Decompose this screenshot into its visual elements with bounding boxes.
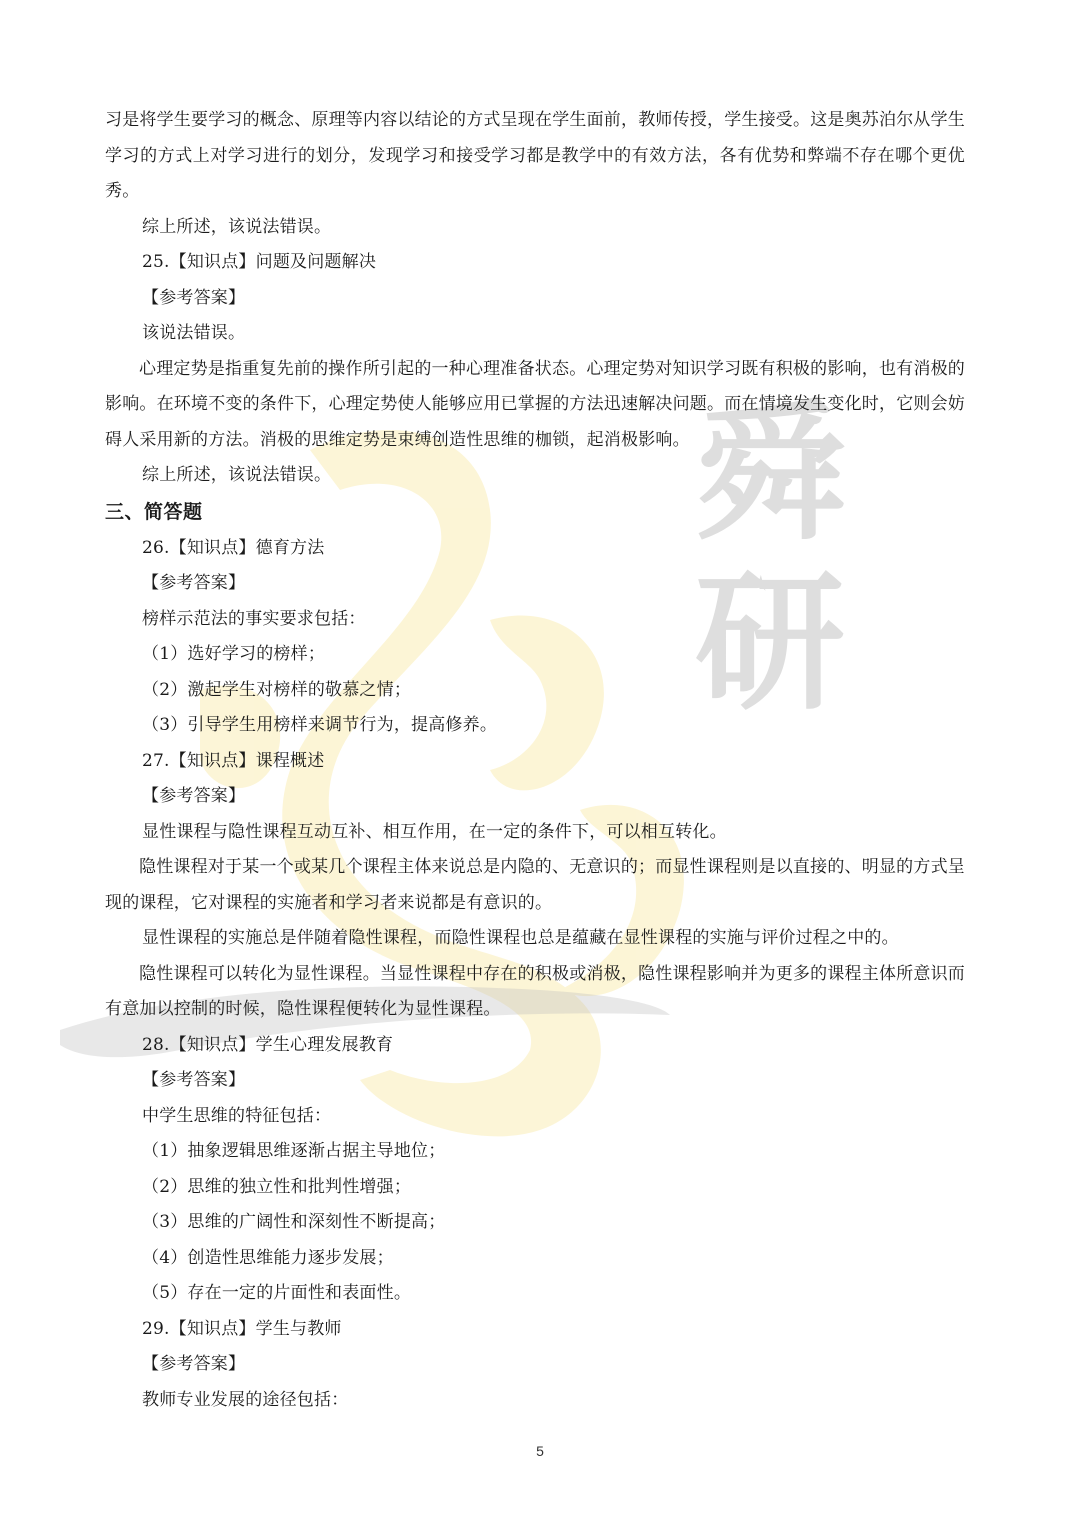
text-line: （4）创造性思维能力逐步发展；	[142, 1247, 394, 1268]
text-line: （2）思维的独立性和批判性增强；	[142, 1176, 412, 1197]
text-line: 显性课程与隐性课程互动互补、相互作用，在一定的条件下，可以相互转化。	[142, 821, 727, 842]
text-line: （1）选好学习的榜样；	[142, 644, 326, 664]
text-line: 28.【知识点】学生心理发展教育	[142, 1034, 394, 1055]
text-line: 榜样示范法的事实要求包括：	[142, 608, 366, 629]
paragraph: 习是将学生要学习的概念、原理等内容以结论的方式呈现在学生面前，教师传授，学生接受。这是奥苏泊尔从学生学习的方式上对学习进行的划分，发现学习和接受学习都是教学中的有效方法，各有优势和弊端不存在哪个更优秀。	[105, 110, 965, 201]
paragraph: 心理定势是指重复先前的操作所引起的一种心理准备状态。心理定势对知识学习既有积极的影响，也有消极的影响。在环境不变的条件下，心理定势使人能够应用已掌握的方法迅速解决问题。而在情境发生变化时，它则会妨碍人采用新的方法。消极的思维定势是束缚创造性思维的枷锁，起消极影响。	[105, 358, 965, 450]
text-line: 【参考答案】	[142, 1070, 246, 1090]
text-line: 【参考答案】	[142, 573, 246, 593]
text-line: 教师专业发展的途径包括：	[142, 1389, 349, 1410]
text-line: （3）思维的广阔性和深刻性不断提高；	[142, 1212, 446, 1232]
document-body	[105, 103, 965, 1418]
paragraph: 隐性课程可以转化为显性课程。当显性课程中存在的积极或消极，隐性课程影响并为更多的课程主体所意识而有意加以控制的时候，隐性课程便转化为显性课程。	[105, 963, 965, 1019]
section-heading: 三、简答题	[105, 500, 203, 523]
text-line: 【参考答案】	[142, 786, 246, 806]
text-line: 27.【知识点】课程概述	[142, 750, 325, 771]
text-line: 【参考答案】	[142, 287, 246, 308]
text-line: （5）存在一定的片面性和表面性。	[142, 1283, 412, 1303]
svg-text:研: 研	[695, 555, 846, 731]
text-line: 综上所述，该说法错误。	[142, 465, 332, 485]
text-line: 综上所述，该说法错误。	[142, 216, 332, 237]
text-line: 26.【知识点】德育方法	[142, 537, 325, 558]
paragraph: 隐性课程对于某一个或某几个课程主体来说总是内隐的、无意识的；而显性课程则是以直接的、明显的方式呈现的课程，它对课程的实施者和学习者来说都是有意识的。	[105, 857, 965, 913]
text-line: 29.【知识点】学生与教师	[142, 1318, 342, 1339]
text-line: 25.【知识点】问题及问题解决	[142, 252, 377, 272]
text-line: 该说法错误。	[142, 323, 246, 343]
text-line: 显性课程的实施总是伴随着隐性课程，而隐性课程也总是蕴藏在显性课程的实施与评价过程之中的。	[142, 928, 899, 948]
page-number: 5	[536, 1443, 544, 1459]
text-line: （2）激起学生对榜样的敬慕之情；	[142, 679, 412, 700]
text-line: 中学生思维的特征包括：	[142, 1105, 332, 1126]
text-line: （1）抽象逻辑思维逐渐占据主导地位；	[142, 1141, 446, 1161]
text-line: 【参考答案】	[142, 1354, 246, 1374]
svg-text:舜: 舜	[695, 390, 846, 561]
text-line: （3）引导学生用榜样来调节行为，提高修养。	[142, 715, 498, 735]
